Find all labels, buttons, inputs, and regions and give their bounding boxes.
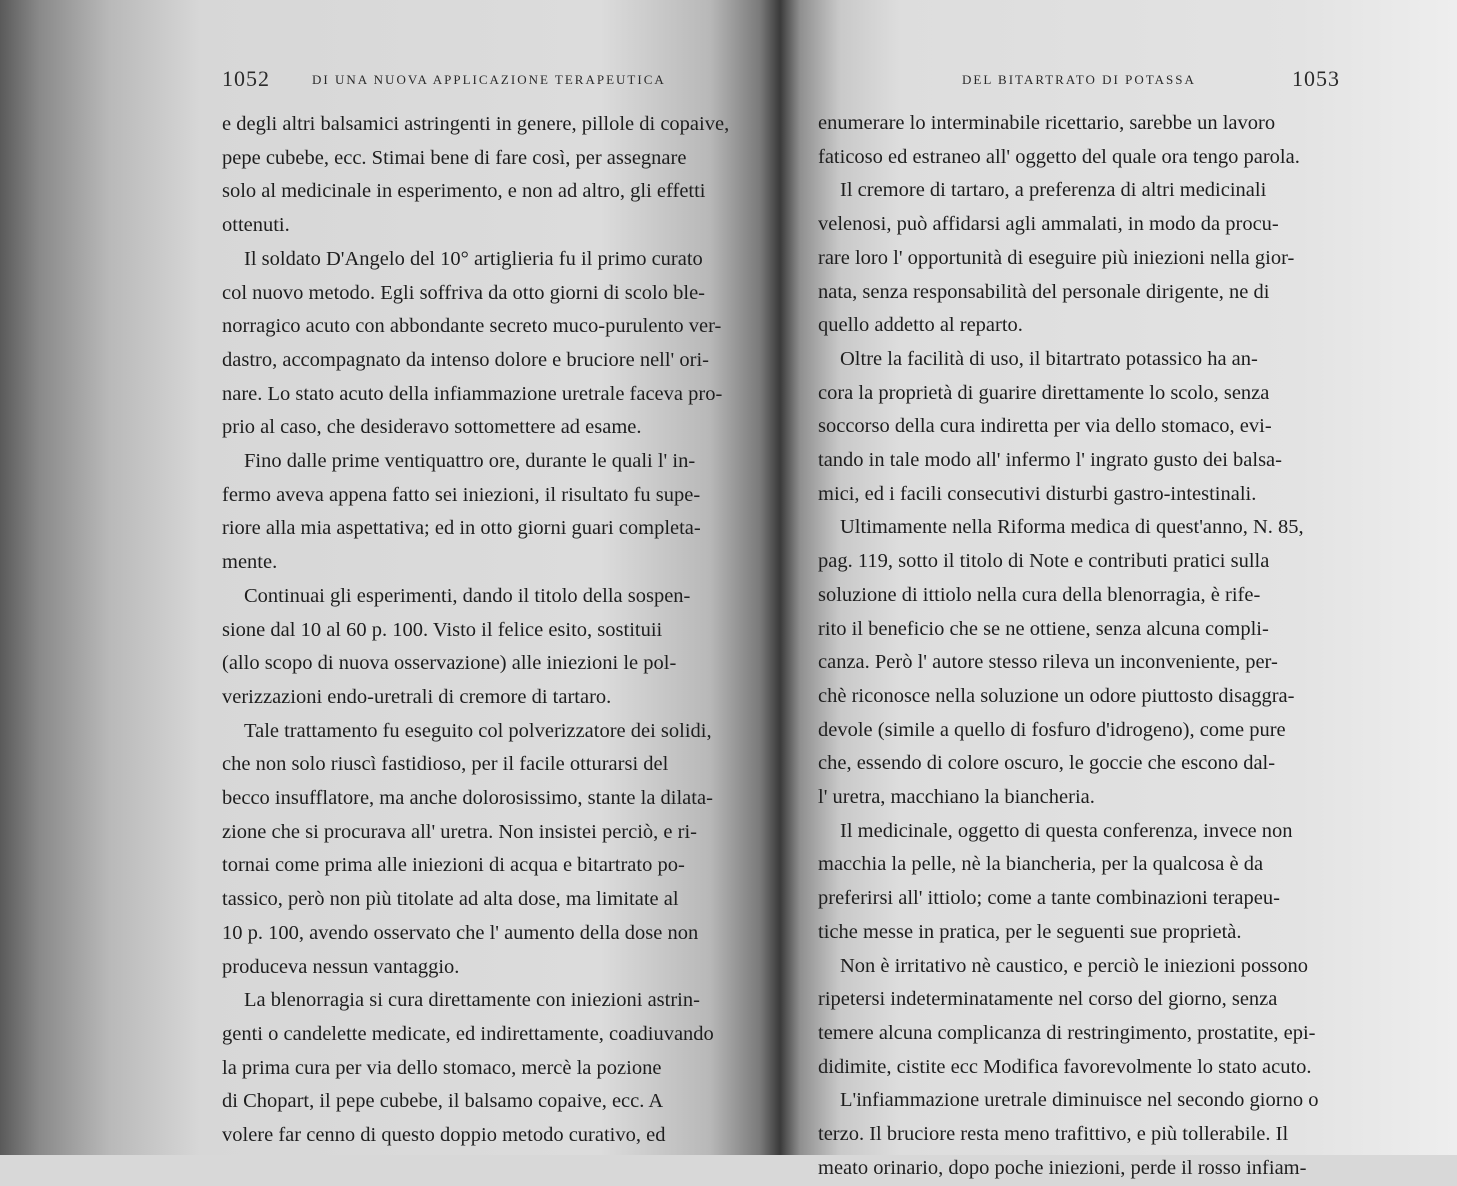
- text-line: Oltre la facilità di uso, il bitartrato potassico ha an-: [840, 347, 1258, 370]
- right-page-number: 1053: [1292, 66, 1340, 91]
- right-body-text: [818, 107, 1352, 1186]
- text-line: sione dal 10 al 60 p. 100. Visto il felice esito, sostituii: [222, 618, 663, 641]
- text-line: quello addetto al reparto.: [818, 314, 1023, 337]
- text-line: Tale trattamento fu eseguito col polverizzatore dei solidi,: [244, 719, 712, 742]
- text-line: ottenuti.: [222, 214, 290, 237]
- text-line: Non è irritativo nè caustico, e perciò le iniezioni possono: [840, 954, 1308, 977]
- text-line: ripetersi indeterminatamente nel corso del giorno, senza: [818, 988, 1278, 1011]
- text-line: che, essendo di colore oscuro, le goccie che escono dal-: [818, 752, 1276, 775]
- text-line: genti o candelette medicate, ed indirettamente, coadiuvando: [222, 1022, 714, 1045]
- right-running-head: DEL BITARTRATO DI POTASSA: [962, 72, 1196, 87]
- text-line: la prima cura per via dello stomaco, mercè la pozione: [222, 1056, 662, 1079]
- text-line: L'infiammazione uretrale diminuisce nel secondo giorno o: [840, 1089, 1319, 1112]
- text-line: dastro, accompagnato da intenso dolore e bruciore nell' ori-: [222, 348, 709, 371]
- text-line: mici, ed i facili consecutivi disturbi gastro-intestinali.: [818, 482, 1257, 505]
- text-line: becco insufflatore, ma anche dolorosissimo, stante la dilata-: [222, 787, 713, 810]
- text-line: nata, senza responsabilità del personale dirigente, ne di: [818, 280, 1270, 303]
- text-line: mente.: [222, 551, 278, 574]
- text-line: rare loro l' opportunità di eseguire più iniezioni nella gior-: [818, 246, 1295, 269]
- text-line: produceva nessun vantaggio.: [222, 955, 460, 978]
- text-line: didimite, cistite ecc Modifica favorevolmente lo stato acuto.: [818, 1055, 1312, 1078]
- text-line: verizzazioni endo-uretrali di cremore di tartaro.: [222, 685, 612, 708]
- text-line: zione che si procurava all' uretra. Non insistei perciò, e ri-: [222, 820, 698, 843]
- text-line: velenosi, può affidarsi agli ammalati, in modo da procu-: [818, 213, 1279, 236]
- text-line: soccorso della cura indiretta per via dello stomaco, evi-: [818, 415, 1272, 438]
- text-line: Il medicinale, oggetto di questa conferenza, invece non: [840, 819, 1293, 842]
- text-line: prio al caso, che desideravo sottomettere ad esame.: [222, 416, 642, 439]
- text-line: tornai come prima alle iniezioni di acqua e bitartrato po-: [222, 854, 685, 877]
- text-line: di Chopart, il pepe cubebe, il balsamo copaive, ecc. A: [222, 1090, 664, 1113]
- text-line: chè riconosce nella soluzione un odore piuttosto disaggra-: [818, 684, 1295, 707]
- text-line: rito il beneficio che se ne ottiene, senza alcuna compli-: [818, 617, 1269, 640]
- text-line: temere alcuna complicanza di restringimento, prostatite, epi-: [818, 1021, 1316, 1044]
- text-line: Ultimamente nella Riforma medica di quest'anno, N. 85,: [840, 516, 1304, 539]
- text-line: macchia la pelle, nè la biancheria, per la qualcosa è da: [818, 853, 1264, 876]
- text-line: canza. Però l' autore stesso rileva un inconveniente, per-: [818, 651, 1278, 674]
- text-line: che non solo riuscì fastidioso, per il facile otturarsi del: [222, 753, 669, 776]
- text-line: tiche messe in pratica, per le seguenti sue proprietà.: [818, 920, 1242, 943]
- text-line: soluzione di ittiolo nella cura della blenorragia, è rife-: [818, 583, 1261, 606]
- left-running-head: DI UNA NUOVA APPLICAZIONE TERAPEUTICA: [312, 72, 666, 87]
- text-line: tando in tale modo all' infermo l' ingrato gusto dei balsa-: [818, 449, 1282, 472]
- text-line: preferirsi all' ittiolo; come a tante combinazioni terapeu-: [818, 887, 1280, 910]
- text-line: devole (simile a quello di fosfuro d'idrogeno), come pure: [818, 718, 1286, 741]
- text-line: (allo scopo di nuova osservazione) alle iniezioni le pol-: [222, 652, 677, 675]
- left-body-text: [222, 108, 760, 1153]
- text-line: La blenorragia si cura direttamente con iniezioni astrin-: [244, 989, 700, 1012]
- text-line: Il cremore di tartaro, a preferenza di altri medicinali: [840, 179, 1267, 202]
- text-line: cora la proprietà di guarire direttamente lo scolo, senza: [818, 381, 1270, 404]
- text-line: nare. Lo stato acuto della infiammazione uretrale faceva pro-: [222, 382, 723, 405]
- text-line: volere far cenno di questo doppio metodo curativo, ed: [222, 1124, 666, 1147]
- text-line: e degli altri balsamici astringenti in genere, pillole di copaive,: [222, 113, 730, 135]
- text-line: Continuai gli esperimenti, dando il titolo della sospen-: [244, 584, 691, 607]
- text-line: faticoso ed estraneo all' oggetto del quale ora tengo parola.: [818, 145, 1300, 168]
- text-line: pepe cubebe, ecc. Stimai bene di fare così, per assegnare: [222, 146, 687, 169]
- left-page-number: 1052: [222, 66, 270, 91]
- text-line: norragico acuto con abbondante secreto muco-purulento ver-: [222, 315, 722, 338]
- text-line: Fino dalle prime ventiquattro ore, durante le quali l' in-: [244, 450, 696, 473]
- text-line: enumerare lo interminabile ricettario, sarebbe un lavoro: [818, 112, 1276, 134]
- text-line: fermo aveva appena fatto sei iniezioni, il risultato fu supe-: [222, 483, 701, 506]
- text-line: pag. 119, sotto il titolo di Note e contributi pratici sulla: [818, 550, 1270, 573]
- text-line: terzo. Il bruciore resta meno trafittivo, e più tollerabile. Il: [818, 1123, 1289, 1146]
- text-line: col nuovo metodo. Egli soffriva da otto giorni di scolo ble-: [222, 281, 706, 304]
- text-line: tassico, però non più titolate ad alta dose, ma limitate al: [222, 888, 679, 911]
- text-line: l' uretra, macchiano la biancheria.: [818, 786, 1095, 809]
- text-line: riore alla mia aspettativa; ed in otto giorni guari completa-: [222, 517, 701, 540]
- text-line: meato orinario, dopo poche iniezioni, perde il rosso infiam-: [818, 1156, 1307, 1179]
- text-line: 10 p. 100, avendo osservato che l' aumento della dose non: [222, 921, 699, 944]
- text-line: Il soldato D'Angelo del 10° artiglieria fu il primo curato: [244, 247, 703, 270]
- right-page: [780, 0, 1457, 1179]
- text-line: solo al medicinale in esperimento, e non ad altro, gli effetti: [222, 180, 706, 203]
